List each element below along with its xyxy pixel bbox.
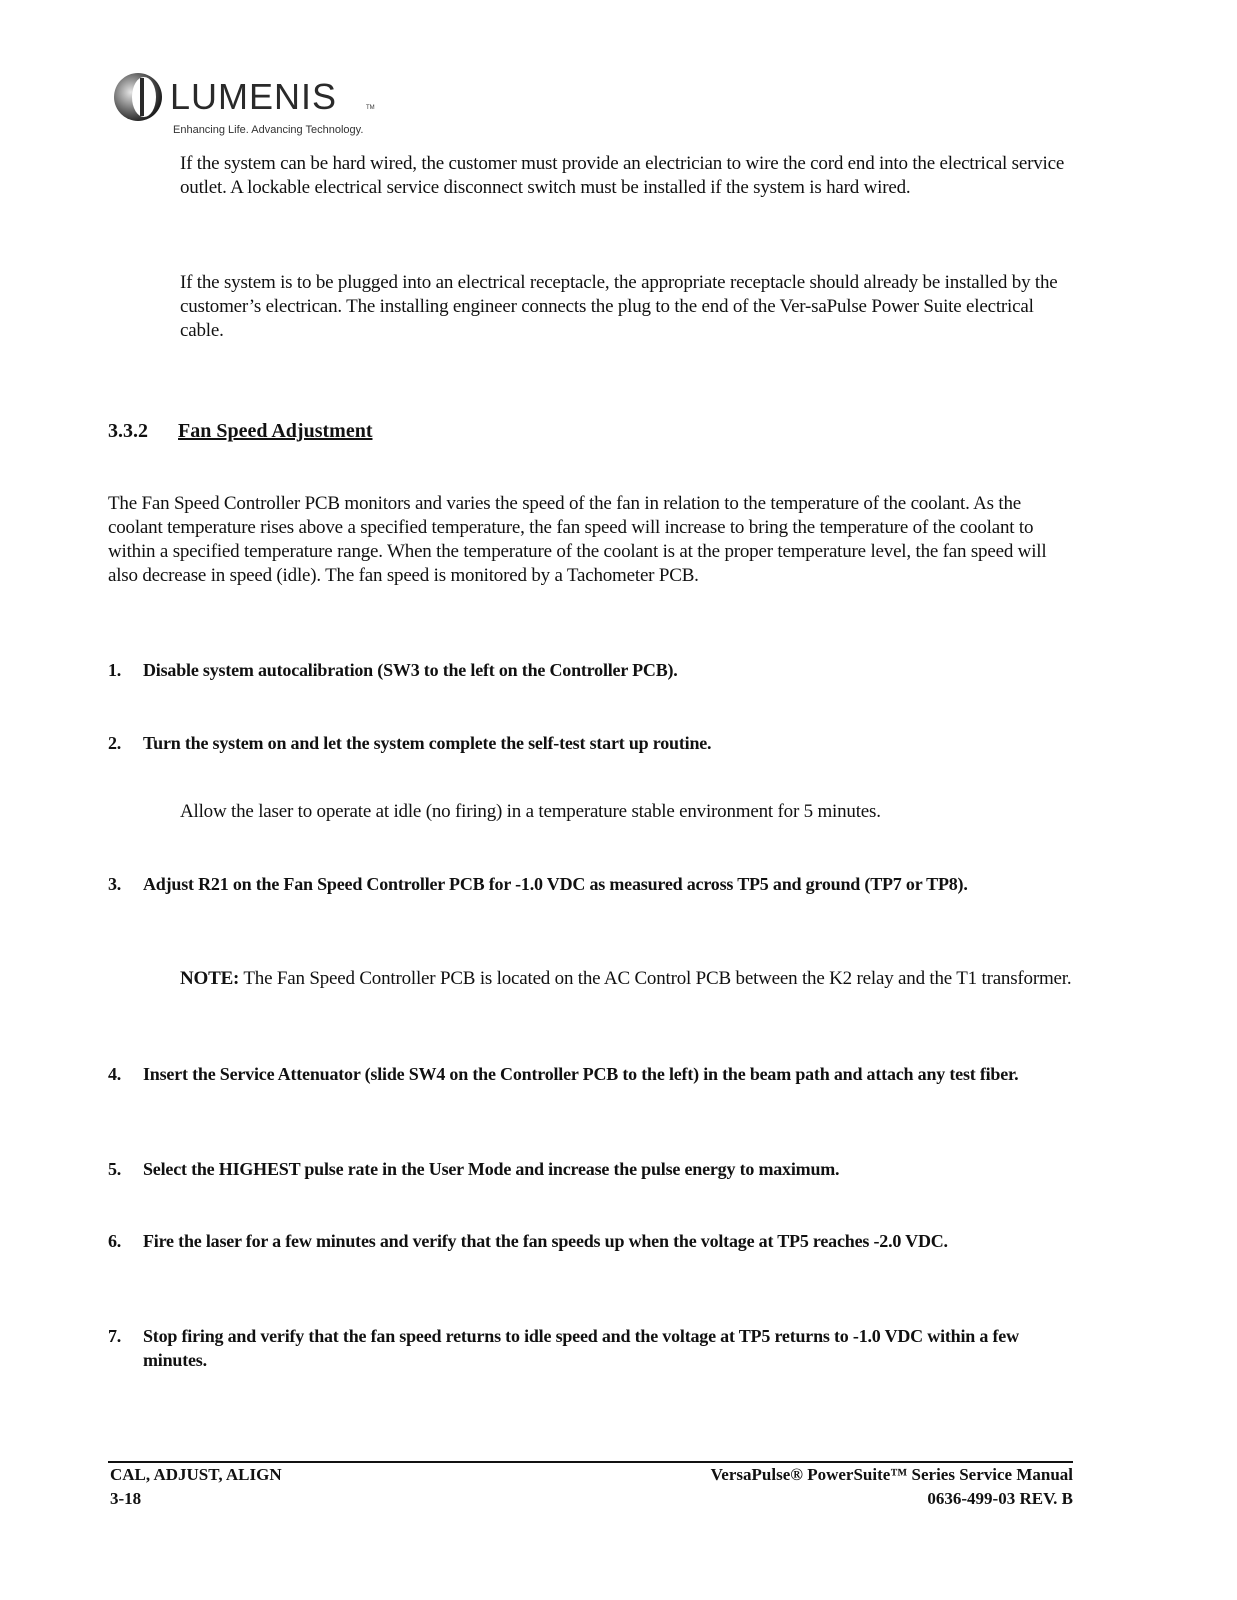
logo-wordmark: LUMENIS xyxy=(170,76,338,117)
paragraph-idle: Allow the laser to operate at idle (no firing) in a temperature stable environment for 5 minutes. xyxy=(180,801,881,822)
paragraph-hard-wired: If the system can be hard wired, the customer must provide an electrician to wire the cord end into the electrical service outlet. A lockable electrical service disconnect switch must be installed if the system is hard wired. xyxy=(180,153,1065,198)
footer-manual-title: VersaPulse® PowerSuite™ Series Service Manual xyxy=(710,1465,1073,1484)
step-number: 7. xyxy=(108,1326,122,1346)
section-title: Fan Speed Adjustment xyxy=(178,420,373,442)
step-text: Insert the Service Attenuator (slide SW4 on the Controller PCB to the left) in the beam path and attach any test fiber. xyxy=(143,1064,1019,1084)
footer-page-number: 3-18 xyxy=(110,1489,142,1508)
step-text: Disable system autocalibration (SW3 to the left on the Controller PCB). xyxy=(143,660,678,680)
step-item xyxy=(108,1157,1075,1181)
note-paragraph xyxy=(180,967,1075,991)
note-text: The Fan Speed Controller PCB is located on the AC Control PCB between the K2 relay and the T1 transformer. xyxy=(239,968,1072,989)
logo-trademark: TM xyxy=(366,105,375,111)
step-item xyxy=(108,1229,1075,1253)
step-item xyxy=(108,1324,1075,1372)
paragraph-plugged: If the system is to be plugged into an electrical receptacle, the appropriate receptacle should already be installed by the customer’s electrican. The installing engineer connects the plug to the end of the Ver-saPulse Power Suite electrical cable. xyxy=(180,272,1058,341)
lumenis-logo-mark-icon xyxy=(112,72,166,122)
lumenis-logo xyxy=(112,72,412,142)
step-text: Adjust R21 on the Fan Speed Controller PCB for -1.0 VDC as measured across TP5 and ground (TP7 or TP8). xyxy=(143,874,968,894)
footer-doc-number: 0636-499-03 REV. B xyxy=(927,1489,1073,1508)
logo-tagline: Enhancing Life. Advancing Technology. xyxy=(173,124,364,136)
paragraph-intro: The Fan Speed Controller PCB monitors and varies the speed of the fan in relation to the temperature of the coolant. As the coolant temperature rises above a specified temperature, the fan speed will increase to bring the temperature of the coolant to within a specified temperature range. When the temperature of the coolant is at the proper temperature level, the fan speed will also decrease in speed (idle). The fan speed is monitored by a Tachometer PCB. xyxy=(108,493,1047,586)
step-number: 5. xyxy=(108,1159,122,1179)
step-number: 6. xyxy=(108,1231,122,1251)
note-label: NOTE: xyxy=(180,968,240,989)
step-number: 2. xyxy=(108,733,122,753)
step-text: Turn the system on and let the system complete the self-test start up routine. xyxy=(143,733,712,753)
step-text: Stop firing and verify that the fan speed returns to idle speed and the voltage at TP5 returns to -1.0 VDC within a few minutes. xyxy=(143,1326,1019,1370)
section-heading xyxy=(108,420,372,443)
step-item xyxy=(108,658,1075,682)
step-text: Fire the laser for a few minutes and verify that the fan speeds up when the voltage at TP5 reaches -2.0 VDC. xyxy=(143,1231,948,1251)
step-item xyxy=(108,1062,1075,1086)
step-item xyxy=(108,872,1075,896)
step-number: 4. xyxy=(108,1064,122,1084)
step-item xyxy=(108,731,1075,755)
step-number: 3. xyxy=(108,874,122,894)
step-text: Select the HIGHEST pulse rate in the User Mode and increase the pulse energy to maximum. xyxy=(143,1159,840,1179)
footer-section: CAL, ADJUST, ALIGN xyxy=(110,1465,282,1484)
step-number: 1. xyxy=(108,660,122,680)
section-number: 3.3.2 xyxy=(108,420,148,442)
